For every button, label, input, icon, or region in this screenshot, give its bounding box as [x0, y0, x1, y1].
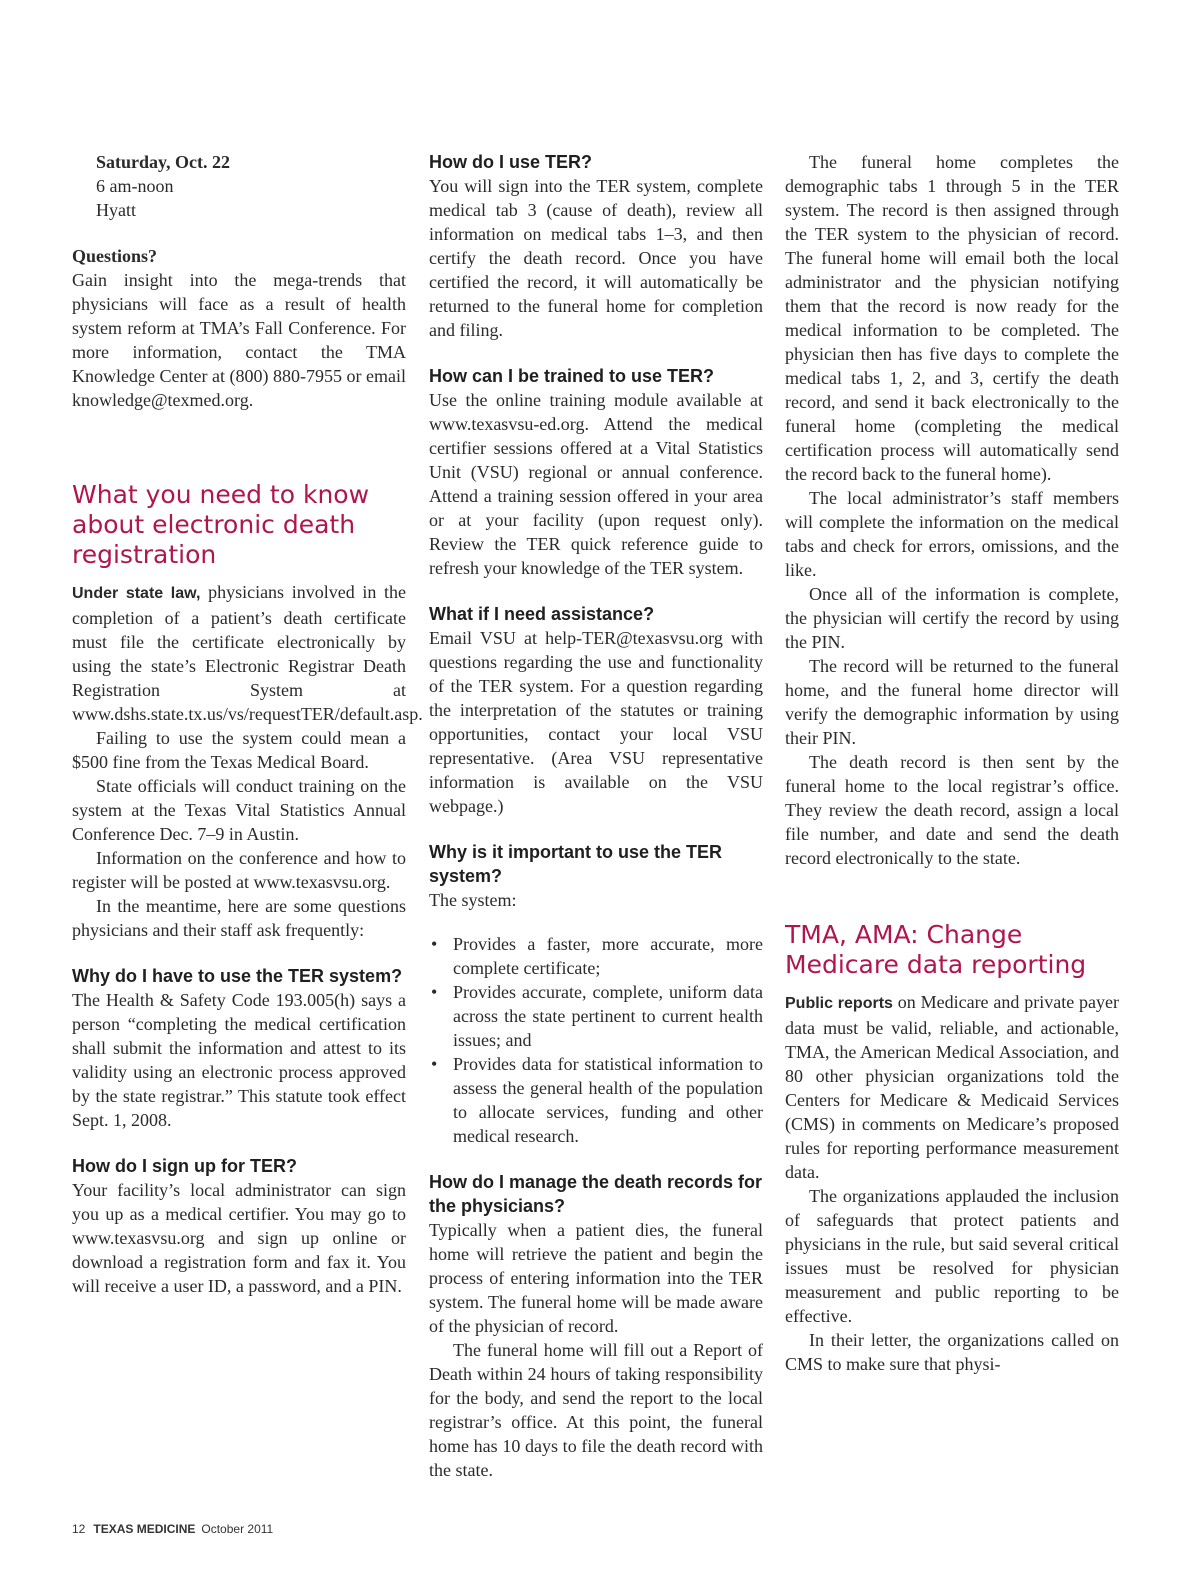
page-footer — [72, 1522, 273, 1536]
faq-answer-why-have: The Health & Safety Code 193.005(h) says a person “completing the medical certification shall submit the information and attest to its validity using an electronic process approved by the state registrar.” This statute took effect Sept. 1, 2008. — [72, 990, 406, 1130]
faq-question-why-have: Why do I have to use the TER system? — [72, 966, 403, 986]
article-intro — [72, 580, 423, 726]
faq-answer-manage-1: Typically when a patient dies, the funeral home will retrieve the patient and begin the process of entering information into the TER system. The funeral home will be made aware of the physician of record. — [429, 1220, 763, 1336]
questions-text: Gain insight into the mega-trends that physicians will face as a result of health system reform at TMA’s Fall Conference. For more information, contact the TMA Knowledge Center at (800) 880-7955 or email knowledge@texmed.org. — [72, 270, 406, 410]
paragraph-meantime: In the meantime, here are some questions physicians and their staff ask frequently: — [72, 896, 406, 940]
intro-lead: Under state law, — [72, 585, 201, 602]
paragraph-fine: Failing to use the system could mean a $500 fine from the Texas Medical Board. — [72, 728, 406, 772]
paragraph-conference-info: Information on the conference and how to register will be posted at www.texasvsu.org. — [72, 848, 406, 892]
faq-answer-manage-7: The death record is then sent by the funeral home to the local registrar’s office. They review the death record, assign a local file number, and date and send the death record electronically to the state. — [785, 752, 1119, 868]
faq-answer-manage-3: The funeral home completes the demographic tabs 1 through 5 in the TER system. The record is then assigned through the TER system to the physician of record. The funeral home will email both the local administrator and the physician notifying them that the record is now ready for the medical information to be completed. The physician then has five days to complete the medical tabs 1, 2, and 3, certify the death record, and send it back electronically to the funeral home (completing the medical certification process will automatically send the record back to the funeral home). — [785, 152, 1119, 484]
publication-name: TEXAS MEDICINE — [93, 1522, 196, 1536]
questions-label: Questions? — [72, 246, 158, 266]
page-number: 12 — [72, 1522, 86, 1536]
benefits-list — [429, 932, 763, 1148]
medicare-intro — [785, 990, 1119, 1184]
faq-answer-manage-2: The funeral home will fill out a Report of Death within 24 hours of taking responsibility for the body, and send the report to the local registrar’s office. At this point, the funeral home has 10 days to file the death record with the state. — [429, 1340, 763, 1480]
faq-answer-signup: Your facility’s local administrator can sign you up as a medical certifier. You may go to www.texasvsu.org and sign up online or download a registration form and fax it. You will receive a user ID, a password, and a PIN. — [72, 1180, 406, 1296]
faq-question-manage: How do I manage the death records for the physicians? — [429, 1172, 763, 1216]
faq-answer-assistance: Email VSU at help-TER@texasvsu.org with questions regarding the use and functionality of the TER system. For a question regarding the interpretation of the statutes or training opportunities, contact your local VSU representative. (Area VSU representative information is available on the VSU webpage.) — [429, 628, 763, 816]
faq-question-assistance: What if I need assistance? — [429, 604, 655, 624]
event-venue: Hyatt — [96, 200, 136, 220]
faq-answer-use: You will sign into the TER system, complete medical tab 3 (cause of death), review all information on medical tabs 1–3, and then certify the death record. Once you have certified the record, it will automatically be returned to the funeral home for completion and filing. — [429, 176, 763, 340]
list-item: • Provides accurate, complete, uniform data across the state pertinent to current health issues; and — [429, 980, 763, 1052]
medicare-paragraph-2: The organizations applauded the inclusion of safeguards that protect patients and physicians in the rule, but said several critical issues must be resolved for physician measurement and public reporting to be effective. — [785, 1186, 1119, 1326]
faq-question-signup: How do I sign up for TER? — [72, 1156, 297, 1176]
column-3 — [785, 150, 1119, 1376]
faq-answer-manage-5: Once all of the information is complete, the physician will certify the record by using the PIN. — [785, 584, 1119, 652]
event-details — [72, 150, 406, 222]
article-heading-medicare: TMA, AMA: Change Medicare data reporting — [785, 920, 1087, 979]
article-heading-death-registration: What you need to know about electronic death registration — [72, 480, 370, 569]
faq-question-trained: How can I be trained to use TER? — [429, 366, 715, 386]
paragraph-training: State officials will conduct training on the system at the Texas Vital Statistics Annual Conference Dec. 7–9 in Austin. — [72, 776, 406, 844]
faq-answer-manage-6: The record will be returned to the funeral home, and the funeral home director will verify the demographic information by using their PIN. — [785, 656, 1119, 748]
medicare-intro-lead: Public reports — [785, 995, 893, 1012]
faq-question-use: How do I use TER? — [429, 152, 593, 172]
list-item: • Provides data for statistical information to assess the general health of the population to allocate services, funding and other medical research. — [429, 1052, 763, 1148]
event-date: Saturday, Oct. 22 — [96, 152, 231, 172]
column-1 — [72, 150, 423, 1298]
faq-answer-trained: Use the online training module available at www.texasvsu-ed.org. Attend the medical certifier sessions offered at a Vital Statistics Unit (VSU) regional or annual conference. Attend a training session offered in your area or at your facility (upon request only). Review the TER quick reference guide to refresh your knowledge of the TER system. — [429, 390, 763, 578]
issue-date: October 2011 — [201, 1522, 274, 1536]
event-time: 6 am-noon — [96, 176, 174, 196]
list-item: • Provides a faster, more accurate, more complete certificate; — [429, 932, 763, 980]
medicare-paragraph-3: In their letter, the organizations called on CMS to make sure that physi- — [785, 1330, 1119, 1374]
faq-answer-manage-4: The local administrator’s staff members will complete the information on the medical tabs and check for errors, omissions, and the like. — [785, 488, 1119, 580]
faq-question-important: Why is it important to use the TER system? — [429, 842, 723, 886]
intro-rest: physicians involved in the completion of a patient’s death certificate must file the certificate electronically by using the state’s Electronic Registrar Death Registration System at www.dshs.state.tx.us/vs/requestTER/default.asp. — [72, 582, 423, 724]
column-2 — [429, 150, 763, 1482]
medicare-intro-rest: on Medicare and private payer data must be valid, reliable, and actionable, TMA, the American Medical Association, and 80 other physician organizations told the Centers for Medicare & Medicaid Services (CMS) in comments on Medicare’s proposed rules for reporting performance measurement data. — [785, 992, 1119, 1182]
faq-answer-important: The system: — [429, 890, 517, 910]
